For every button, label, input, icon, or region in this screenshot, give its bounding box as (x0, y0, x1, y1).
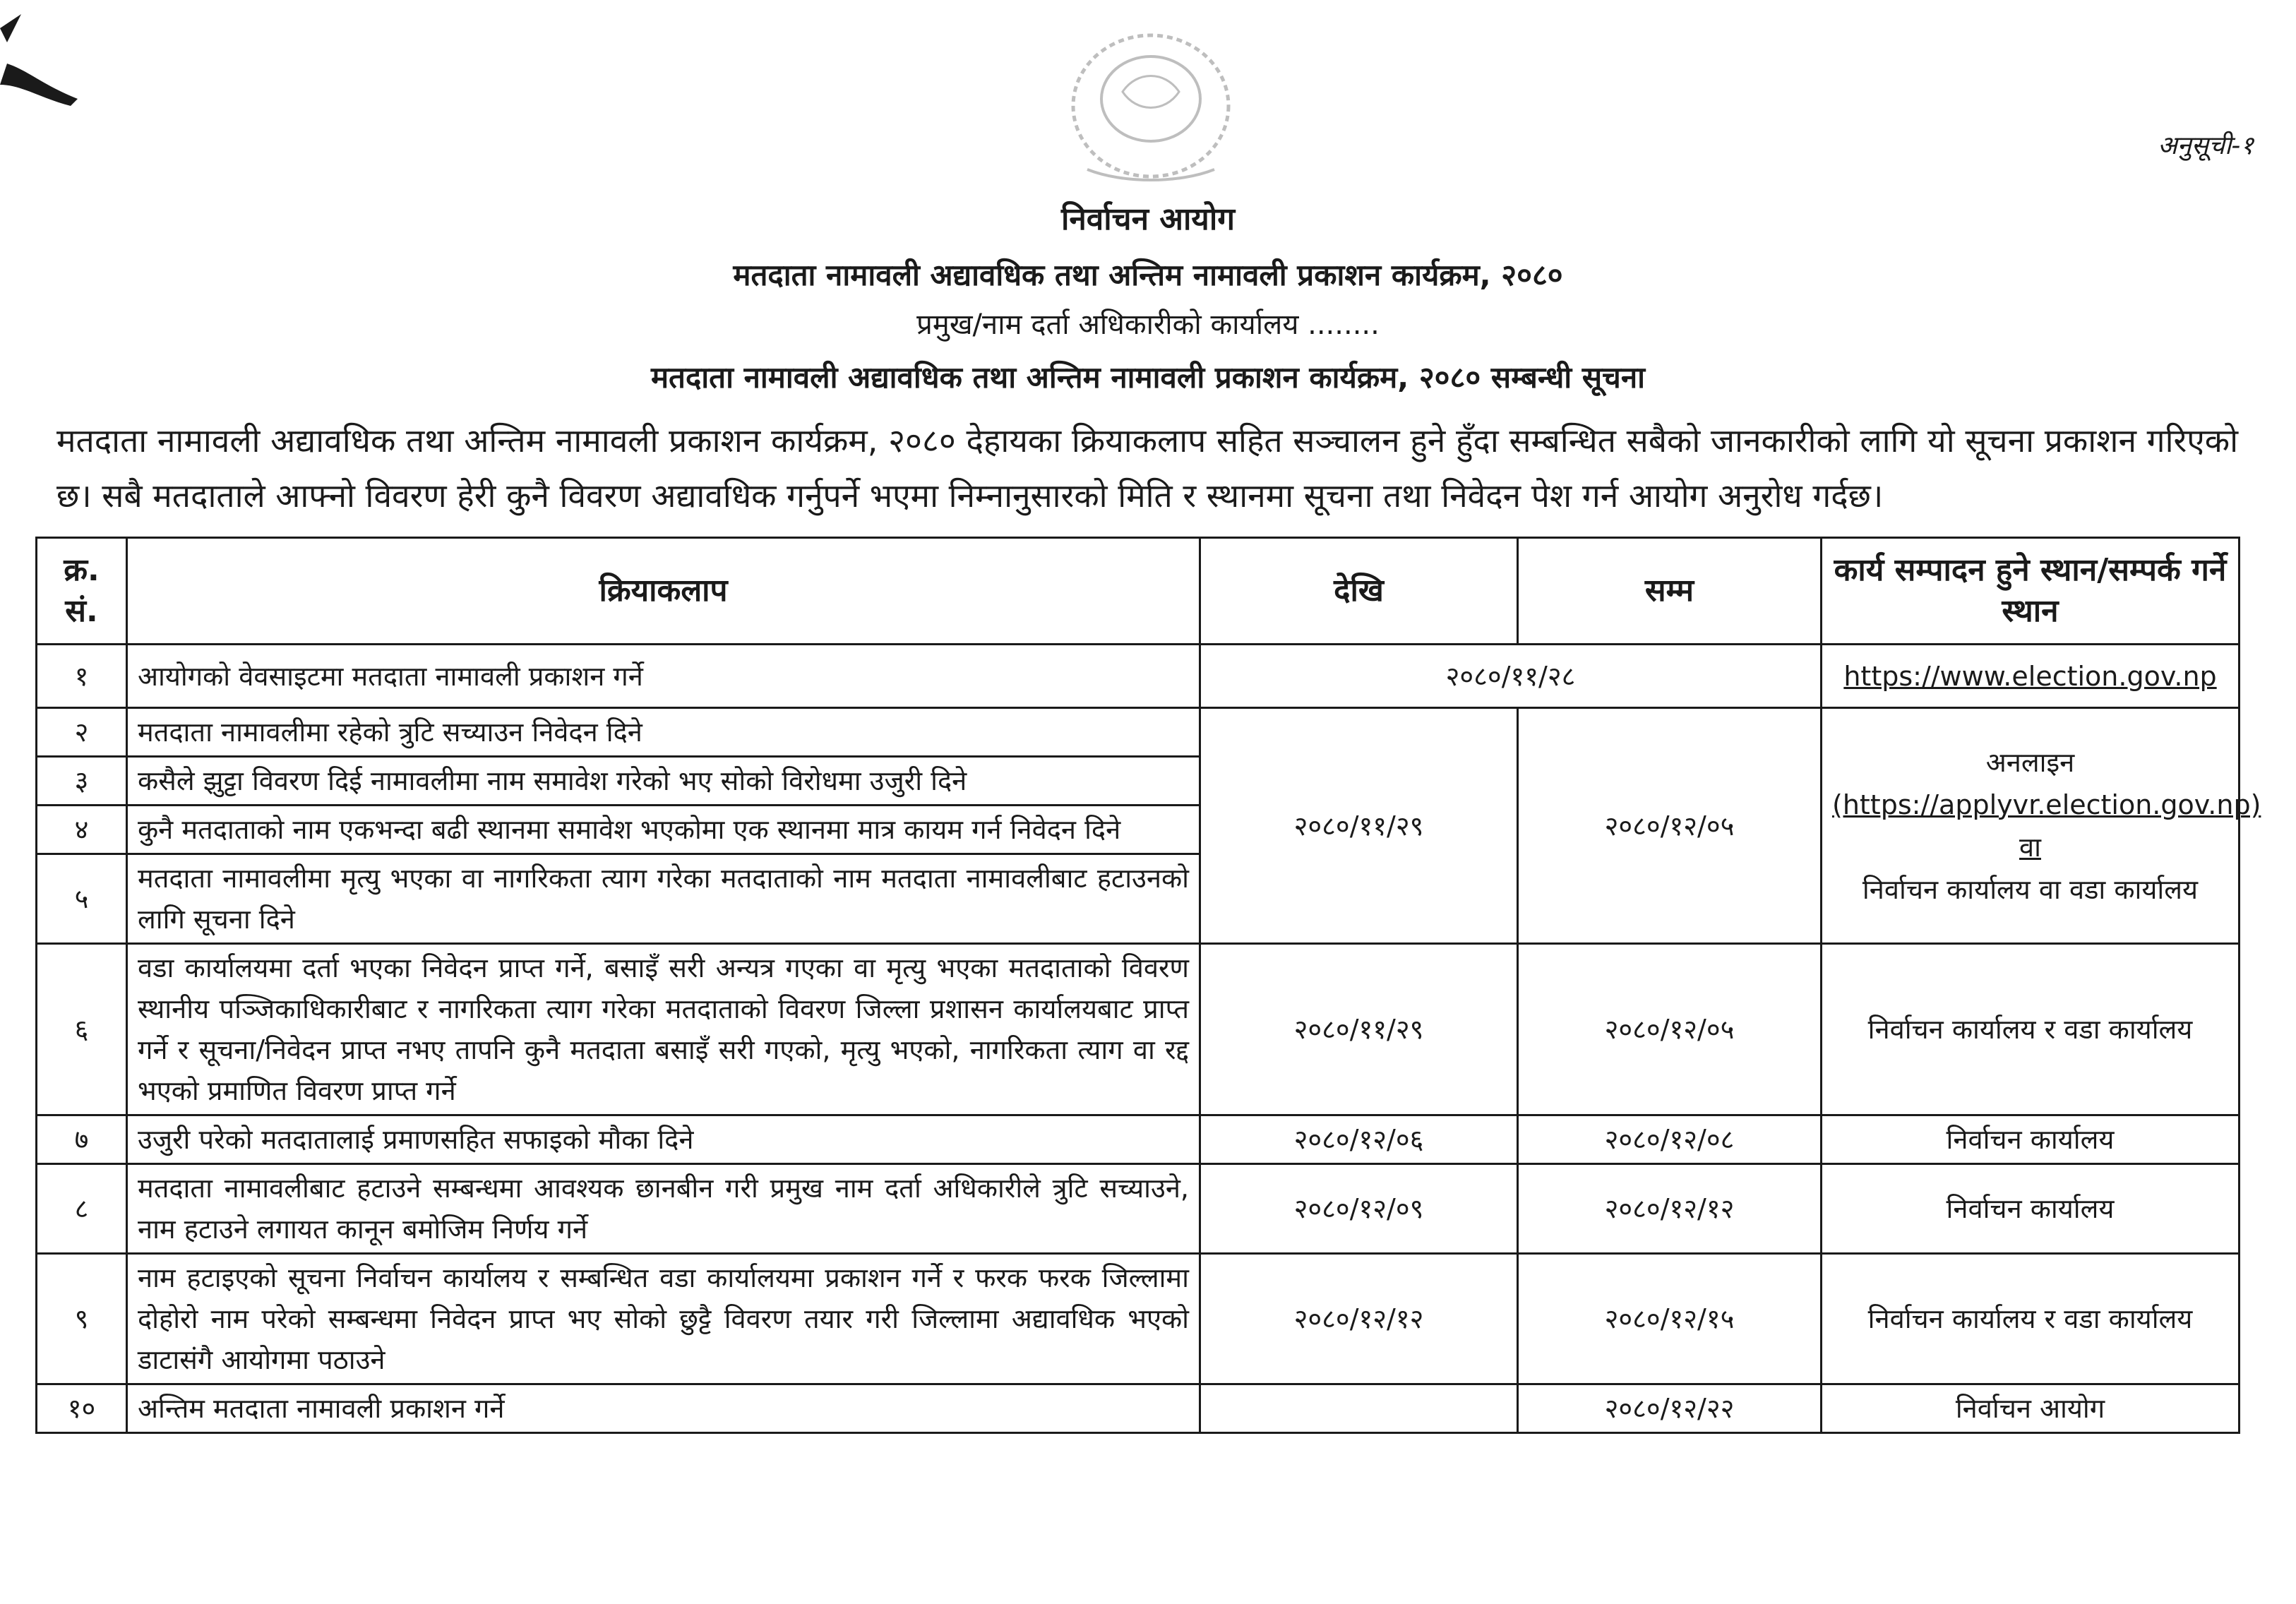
row-activity: उजुरी परेको मतदातालाई प्रमाणसहित सफाइको मौका दिने (127, 1115, 1200, 1164)
online-place-cell (1822, 708, 2261, 944)
table-row (37, 944, 2240, 1115)
header-from: देखि (1200, 538, 1518, 645)
schedule-table (35, 537, 2261, 1434)
header-sn: क्र. सं. (37, 538, 127, 645)
row-date: २०८०/११/२८ (1200, 645, 1822, 708)
notice-title: मतदाता नामावली अद्यावधिक तथा अन्तिम नामावली प्रकाशन कार्यक्रम, २०८० सम्बन्धी सूचना (650, 360, 1646, 395)
row-sn: २ (37, 708, 127, 757)
row-activity: मतदाता नामावलीबाट हटाउने सम्बन्धमा आवश्यक छानबीन गरी प्रमुख नाम दर्ता अधिकारीले त्रुटि सच्याउने, नाम हटाउने लगायत कानून बमोजिम निर्णय गर्ने (127, 1164, 1200, 1254)
row-sn: ६ (37, 944, 127, 1115)
row-activity: मतदाता नामावलीमा रहेको त्रुटि सच्याउन निवेदन दिने (127, 708, 1200, 757)
table-row (37, 1164, 2240, 1254)
header-to: सम्म (1518, 538, 1822, 645)
row-place: निर्वाचन कार्यालय र वडा कार्यालय (1822, 944, 2240, 1115)
row-sn: ८ (37, 1164, 127, 1254)
intro-paragraph: मतदाता नामावली अद्यावधिक तथा अन्तिम नामावली प्रकाशन कार्यक्रम, २०८० देहायका क्रियाकलाप सहित सञ्चालन हुने हुँदा सम्बन्धित सबैको जानकारीको लागि यो सूचना प्रकाशन गरिएको छ। सबै मतदाताले आफ्नो विवरण हेरी कुनै विवरण अद्यावधिक गर्नुपर्ने भएमा निम्नानुसारको मिति र स्थानमा सूचना तथा निवेदन पेश गर्न आयोग अनुरोध गर्दछ। (56, 421, 2238, 515)
row-to: २०८०/१२/२२ (1518, 1384, 1822, 1433)
row-place: निर्वाचन कार्यालय र वडा कार्यालय (1822, 1254, 2240, 1384)
row-to: २०८०/१२/१२ (1518, 1164, 1822, 1254)
row-place: निर्वाचन कार्यालय (1822, 1115, 2240, 1164)
table-row (37, 1254, 2240, 1384)
table-row (37, 1115, 2240, 1164)
program-title: मतदाता नामावली अद्यावधिक तथा अन्तिम नामावली प्रकाशन कार्यक्रम, २०८० (733, 258, 1563, 292)
row-activity: कुनै मतदाताको नाम एकभन्दा बढी स्थानमा समावेश भएकोमा एक स्थानमा मात्र कायम गर्न निवेदन दिने (127, 806, 1200, 854)
authority-line: प्रमुख/नाम दर्ता अधिकारीको कार्यालय ........ (916, 309, 1380, 341)
row-sn: ५ (37, 854, 127, 944)
corner-ink-mark (0, 0, 92, 120)
table-row (37, 1384, 2240, 1433)
row-sn: ४ (37, 806, 127, 854)
row-activity: मतदाता नामावलीमा मृत्यु भएका वा नागरिकता त्याग गरेका मतदाताको नाम मतदाता नामावलीबाट हटाउनको लागि सूचना दिने (127, 854, 1200, 944)
row-sn: ३ (37, 757, 127, 806)
office-title: निर्वाचन आयोग (1060, 201, 1235, 237)
row-sn: १० (37, 1384, 127, 1433)
annex-label: अनुसूची-१ (2158, 131, 2254, 160)
row-activity: आयोगको वेवसाइटमा मतदाता नामावली प्रकाशन गर्ने (127, 645, 1200, 708)
seal-stamp-icon (1045, 21, 1257, 198)
row-activity: कसैले झुट्टा विवरण दिई नामावलीमा नाम समावेश गरेको भए सोको विरोधमा उजुरी दिने (127, 757, 1200, 806)
row-to: २०८०/१२/०५ (1518, 944, 1822, 1115)
row-activity: नाम हटाइएको सूचना निर्वाचन कार्यालय र सम्बन्धित वडा कार्यालयमा प्रकाशन गर्ने र फरक फरक जिल्लामा दोहोरो नाम परेको सम्बन्धमा निवेदन प्राप्त भए सोको छुट्टै विवरण तयार गरी जिल्लामा अद्यावधिक भएको डाटासंगै आयोगमा पठाउने (127, 1254, 1200, 1384)
row-place: निर्वाचन कार्यालय (1822, 1164, 2240, 1254)
row-place: निर्वाचन आयोग (1822, 1384, 2240, 1433)
row-sn: ९ (37, 1254, 127, 1384)
row-activity: अन्तिम मतदाता नामावली प्रकाशन गर्ने (127, 1384, 1200, 1433)
row-from: २०८०/११/२९ (1200, 944, 1518, 1115)
online-label: अनलाइन (1985, 746, 2075, 778)
table-row (37, 645, 2240, 708)
row-from: २०८०/११/२९ (1200, 708, 1518, 944)
row-from: २०८०/१२/०६ (1200, 1115, 1518, 1164)
table-header-row (37, 538, 2240, 645)
apply-url-link[interactable]: (https://applyvr.election.gov.np) वा (1832, 789, 2261, 863)
row-from: २०८०/१२/१२ (1200, 1254, 1518, 1384)
row-activity: वडा कार्यालयमा दर्ता भएका निवेदन प्राप्त गर्ने, बसाइँ सरी अन्यत्र गएका वा मृत्यु भएका मतदाताको विवरण स्थानीय पञ्जिकाधिकारीबाट र नागरिकता त्याग गरेका मतदाताको विवरण जिल्ला प्रशासन कार्यालयबाट प्राप्त गर्ने र सूचना/निवेदन प्राप्त नभए तापनि कुनै मतदाता बसाइँ सरी गएको, मृत्यु भएको, नागरिकता त्याग वा रद्द भएको प्रमाणित विवरण प्राप्त गर्ने (127, 944, 1200, 1115)
office-alternative: निर्वाचन कार्यालय वा वडा कार्यालय (1862, 873, 2199, 905)
website-url[interactable]: https://www.election.gov.np (1843, 660, 2217, 692)
row-sn: ७ (37, 1115, 127, 1164)
header-activity: क्रियाकलाप (127, 538, 1200, 645)
row-to: २०८०/१२/१५ (1518, 1254, 1822, 1384)
row-from: २०८०/१२/०९ (1200, 1164, 1518, 1254)
row-to: २०८०/१२/०८ (1518, 1115, 1822, 1164)
header-place: कार्य सम्पादन हुने स्थान/सम्पर्क गर्ने स्थान (1822, 538, 2240, 645)
website-link[interactable] (1822, 645, 2240, 708)
row-sn: १ (37, 645, 127, 708)
row-to: २०८०/१२/०५ (1518, 708, 1822, 944)
row-from (1200, 1384, 1518, 1433)
table-row (37, 708, 2240, 757)
